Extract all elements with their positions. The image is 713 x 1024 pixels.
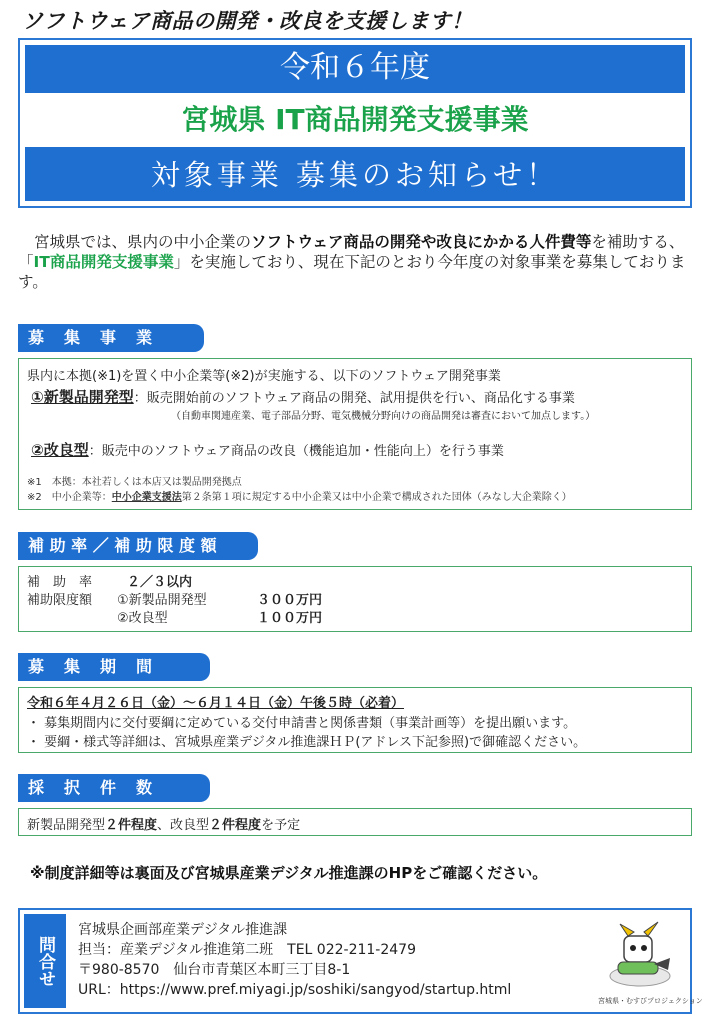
- rate-value: ２／３以内: [127, 575, 193, 590]
- saitaku-box: [18, 808, 692, 836]
- section-header-kikan: 募 集 期 間: [18, 653, 210, 681]
- period-text: 令和６年４月２６日（金）～６月１４日（金）午後５時（必着）: [27, 696, 405, 711]
- banner-program: 宮城県 IT商品開発支援事業: [25, 91, 685, 149]
- kikan-bullet-1: ・ 募集期間内に交付要綱に定めている交付申請書と関係書類（事業計画等）を提出願います。: [27, 716, 577, 731]
- type1-row: [31, 386, 575, 407]
- note-2-rest: 第２条第１項に規定する中小企業又は中小企業で構成された団体（みなし大企業除く）: [181, 492, 572, 503]
- limit2-type: ②改良型: [117, 611, 168, 626]
- contact-tel: 担当：産業デジタル推進第二班 TEL 022-211-2479: [78, 942, 416, 958]
- saitaku-b: ２件程度: [105, 818, 158, 833]
- limit1-type: ①新製品開発型: [117, 593, 207, 608]
- saitaku-d: ２件程度: [209, 818, 262, 833]
- boshu-lead: 県内に本拠(※1)を置く中小企業等(※2)が実施する、以下のソフトウェア開発事業: [27, 369, 501, 384]
- mascot-icon: [598, 918, 678, 992]
- saitaku-c: 、改良型: [157, 818, 210, 833]
- note-2-law: 中小企業支援法: [111, 492, 182, 503]
- banner-year: 令和６年度: [25, 45, 685, 91]
- title-banner: [18, 38, 692, 208]
- tagline: ソフトウェア商品の開発・改良を支援します！: [22, 9, 473, 33]
- boshu-jigyo-box: [18, 358, 692, 510]
- rate-label: 補 助 率: [27, 575, 93, 590]
- type1-desc: ：販売開始前のソフトウェア商品の開発、試用提供を行い、商品化する事業: [133, 391, 575, 406]
- type1-label: ①新製品開発型: [31, 388, 134, 406]
- saitaku-e: を予定: [261, 818, 301, 833]
- limit1-value: ３００万円: [257, 593, 323, 608]
- type2-row: [31, 439, 504, 460]
- saitaku-text: [27, 814, 300, 833]
- intro-text-5: 」を実施しており、現在下記のとおり今年度の対象事業を募集しております。: [18, 253, 686, 291]
- contact-tab: 問合せ: [24, 914, 66, 1008]
- intro-text-3: を補助する、「: [18, 233, 685, 271]
- intro-text-2: ソフトウェア商品の開発や改良にかかる人件費等: [251, 233, 592, 251]
- contact-url[interactable]: URL：https://www.pref.miyagi.jp/soshiki/sangyod/startup.html: [78, 982, 512, 998]
- limit-label: 補助限度額: [27, 593, 93, 608]
- note-1: ※1 本拠：本社若しくは本店又は製品開発拠点: [27, 477, 242, 488]
- section-header-boshu-jigyo: 募 集 事 業: [18, 324, 204, 352]
- mascot-image: [598, 918, 703, 1008]
- mascot-caption: 宮城県・むすびプロジェクション: [598, 997, 703, 1005]
- kikan-bullet-2: ・ 要綱・様式等詳細は、宮城県産業デジタル推進課ＨＰ(アドレス下記参照)で御確認ください。: [27, 735, 587, 750]
- type2-desc: ：販売中のソフトウェア商品の改良（機能追加・性能向上）を行う事業: [88, 444, 504, 459]
- kikan-box: [18, 687, 692, 753]
- contact-lines: [78, 920, 511, 1000]
- section-header-hojo: 補 助 率 ／ 補 助 限 度 額: [18, 532, 258, 560]
- type1-note: （自動車関連産業、電子部品分野、電気機械分野向けの商品開発は審査において加点します。）: [171, 411, 596, 422]
- note-2: [27, 488, 572, 503]
- detail-notice: ※制度詳細等は裏面及び宮城県産業デジタル推進課のHPをご確認ください。: [30, 864, 548, 882]
- section-header-saitaku: 採 択 件 数: [18, 774, 210, 802]
- hojo-box: [18, 566, 692, 632]
- banner-call: 対象事業 募集のお知らせ！: [25, 149, 685, 201]
- type2-label: ②改良型: [31, 441, 89, 459]
- contact-address: 〒980-8570 仙台市青葉区本町三丁目8-1: [78, 962, 351, 978]
- contact-dept: 宮城県企画部産業デジタル推進課: [78, 922, 288, 938]
- intro-text-1: 宮城県では、県内の中小企業の: [34, 233, 252, 251]
- note-2-prefix: ※2 中小企業等：: [27, 492, 112, 503]
- limit2-value: １００万円: [257, 611, 323, 626]
- intro-program-name: IT商品開発支援事業: [33, 253, 174, 271]
- contact-box: [18, 908, 703, 1014]
- intro-paragraph: [18, 232, 692, 292]
- saitaku-a: 新製品開発型: [27, 818, 106, 833]
